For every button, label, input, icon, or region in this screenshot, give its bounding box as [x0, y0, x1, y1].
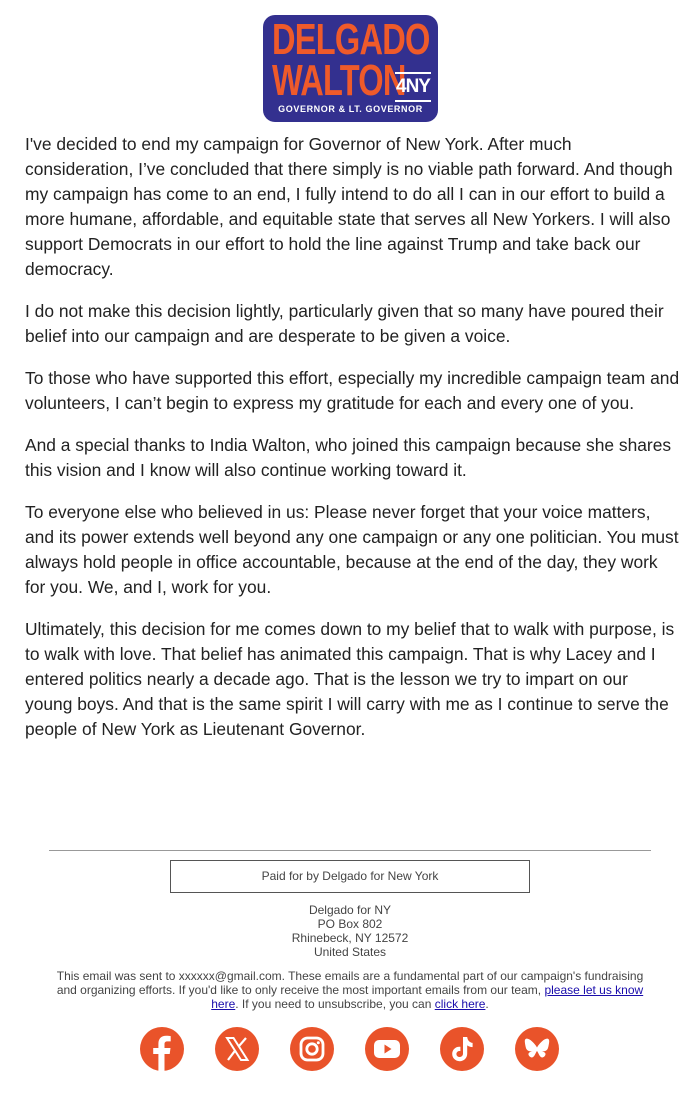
letter-paragraph: I've decided to end my campaign for Governor of New York. After much consideration, I’ve concluded that there simply is no viable path forward. And though my campaign has come to an end, I fully intend to do all I can in our effort to build a more humane, affordable, and equitable state that serves all New Yorkers. I will also support Democrats in our effort to hold the line against Trump and take back our democracy. [25, 134, 673, 279]
address-name: Delgado for NY [308, 903, 392, 917]
logo-tag-4ny: 4NY [395, 72, 431, 102]
tiktok-link[interactable] [440, 1027, 484, 1071]
letter-paragraph: To everyone else who believed in us: Please never forget that your voice matters, and its power extends well beyond any one campaign or any one politician. You must always hold people in office accountable, because at the end of the day, they work for you. We, and I, work for you. [25, 502, 679, 597]
instagram-icon [290, 1027, 334, 1071]
letter-paragraph: I do not make this decision lightly, particularly given that so many have poured their belief into our campaign and are desperate to be given a voice. [25, 301, 664, 346]
campaign-logo [263, 15, 438, 122]
footer-divider [49, 850, 651, 851]
x-icon [215, 1027, 259, 1071]
paid-for-disclaimer: Paid for by Delgado for New York [170, 860, 530, 893]
youtube-link[interactable] [365, 1027, 409, 1071]
unsubscribe-link[interactable]: click here [434, 997, 486, 1011]
facebook-icon [140, 1027, 184, 1071]
disclaimer-text: . If you need to unsubscribe, you can [235, 997, 435, 1011]
x-link[interactable] [215, 1027, 259, 1071]
letter-body [25, 132, 680, 759]
address-country: United States [313, 945, 387, 959]
instagram-link[interactable] [290, 1027, 334, 1071]
bluesky-icon [515, 1027, 559, 1071]
logo-line-delgado: DELGADO [272, 15, 430, 64]
logo-subtitle: GOVERNOR & LT. GOVERNOR [278, 104, 423, 114]
letter-paragraph: To those who have supported this effort, especially my incredible campaign team and volunteers, I can’t begin to express my gratitude for each and every one of you. [25, 368, 680, 413]
youtube-icon [365, 1027, 409, 1071]
social-links [0, 1027, 700, 1071]
bluesky-link[interactable] [515, 1027, 559, 1071]
address-po-box: PO Box 802 [317, 917, 383, 931]
mailing-address [0, 903, 700, 959]
letter-paragraph: And a special thanks to India Walton, who joined this campaign because she shares this vision and I know will also continue working toward it. [25, 435, 672, 480]
facebook-link[interactable] [140, 1027, 184, 1071]
email-disclaimer [50, 969, 650, 1011]
disclaimer-text: . [485, 997, 489, 1011]
address-city-state-zip: Rhinebeck, NY 12572 [291, 931, 409, 945]
preferences-link[interactable]: please let us know here [211, 983, 644, 1011]
tiktok-icon [440, 1027, 484, 1071]
logo-line-walton: WALTON [272, 56, 406, 105]
letter-paragraph: Ultimately, this decision for me comes down to my belief that to walk with purpose, is to walk with love. That belief has animated this campaign. That is why Lacey and I entered politics nearly a decade ago. That is the lesson we try to impart on our young boys. And that is the same spirit I will carry with me as I continue to serve the people of New York as Lieutenant Governor. [25, 619, 675, 739]
disclaimer-text: This email was sent to xxxxxx@gmail.com. These emails are a fundamental part of our campaign's fundraising and organizing efforts. If you'd like to only receive the most important emails from our team, [56, 969, 644, 997]
